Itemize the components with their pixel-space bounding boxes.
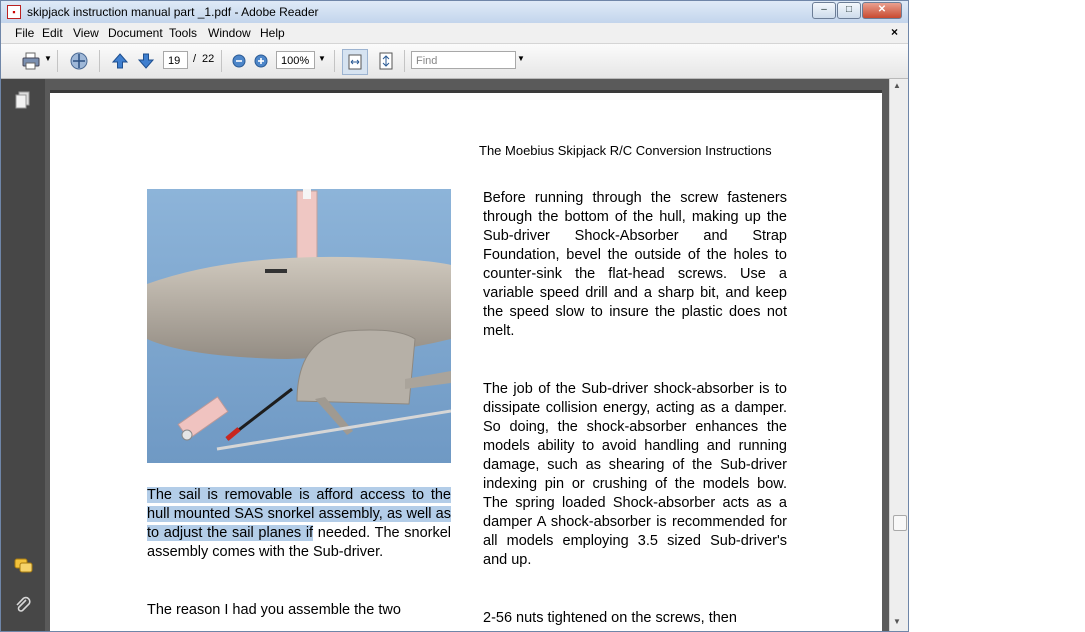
menu-document[interactable]: Document — [108, 26, 163, 40]
scroll-up-icon[interactable]: ▲ — [893, 81, 901, 90]
print-icon[interactable] — [20, 50, 42, 72]
maximize-button[interactable]: □ — [837, 2, 861, 19]
prev-page-icon[interactable] — [109, 50, 131, 72]
right-paragraph-2: The job of the Sub-driver shock-absorber is to dissipate collision energy, acting as a damper. So doing, the shock-absorber enhances the models ability to avoid handling and running damage, such as shearing of the Sub-driver indexing pin or crushing of the models bow. The spring loaded Shock-absorber acts as a damper A shock-absorber is recommended for all models employing 3.5 sized Sub-driver's and up. — [483, 381, 787, 568]
scroll-down-icon[interactable]: ▼ — [893, 617, 901, 626]
caption-continuation: needed. The snorkel assembly comes with the Sub-driver. — [147, 525, 452, 560]
fit-width-icon[interactable] — [342, 49, 368, 75]
menu-bar — [1, 23, 908, 44]
menu-view[interactable]: View — [73, 26, 99, 40]
minimize-button[interactable]: – — [812, 2, 836, 19]
navigation-pane — [1, 79, 45, 631]
zoom-dropdown-icon[interactable]: ▼ — [318, 54, 326, 63]
right-paragraph-1: Before running through the screw fasteners through the bottom of the hull, making up the Sub-driver Shock-Absorber and Strap Foundation, bevel the outside of the holes to counter-sink the flat-head screws. Use a variable speed drill and a sharp bit, and keep the speed slow to insure the plastic does not melt. — [483, 190, 787, 339]
close-button[interactable]: ✕ — [862, 2, 902, 19]
window-title: skipjack instruction manual part _1.pdf - Adobe Reader — [27, 5, 319, 19]
title-bar[interactable] — [1, 1, 908, 23]
page-header: The Moebius Skipjack R/C Conversion Instructions — [479, 143, 772, 158]
find-input[interactable]: Find — [411, 51, 516, 69]
zoom-in-icon[interactable] — [250, 50, 272, 72]
attachments-icon[interactable] — [14, 596, 32, 614]
menu-tools[interactable]: Tools — [169, 26, 198, 40]
page-number-input[interactable]: 19 — [163, 51, 188, 69]
toolbar-separator — [334, 50, 335, 72]
left-paragraph-2: The reason I had you assemble the two — [147, 602, 401, 618]
pdf-page — [50, 90, 882, 631]
fit-page-icon[interactable] — [375, 50, 397, 72]
menu-edit[interactable]: Edit — [42, 26, 63, 40]
page-separator: / — [193, 53, 197, 65]
total-pages: 22 — [202, 53, 215, 65]
toolbar-separator — [221, 50, 222, 72]
toolbar — [1, 44, 908, 79]
submarine-photo — [147, 189, 451, 463]
comments-icon[interactable] — [14, 557, 32, 575]
selected-text-highlight[interactable]: The sail is removable is afford access to the hull mounted SAS snorkel assembly, as well as to adjust the sail planes if — [147, 487, 451, 541]
document-viewport[interactable] — [45, 79, 889, 631]
close-document-button[interactable]: × — [890, 25, 898, 39]
menu-file[interactable]: File — [15, 26, 35, 40]
right-paragraph-3: 2-56 nuts tightened on the screws, then — [483, 610, 737, 626]
find-dropdown-icon[interactable]: ▼ — [517, 54, 525, 63]
pdf-app-icon: ▪ — [7, 5, 21, 19]
zoom-level-input[interactable]: 100% — [276, 51, 315, 69]
page-top-border — [50, 90, 882, 93]
zoom-out-icon[interactable] — [228, 50, 250, 72]
collaborate-icon[interactable] — [68, 50, 90, 72]
next-page-icon[interactable] — [135, 50, 157, 72]
print-dropdown-icon[interactable]: ▼ — [44, 54, 52, 63]
menu-window[interactable]: Window — [208, 26, 251, 40]
toolbar-separator — [404, 50, 405, 72]
menu-help[interactable]: Help — [260, 26, 285, 40]
scroll-thumb[interactable] — [893, 515, 907, 531]
window-controls — [811, 2, 902, 19]
toolbar-separator — [57, 50, 58, 72]
toolbar-separator — [99, 50, 100, 72]
vertical-scrollbar[interactable] — [889, 79, 908, 631]
photo-caption — [147, 486, 451, 562]
pages-panel-icon[interactable] — [14, 91, 32, 109]
